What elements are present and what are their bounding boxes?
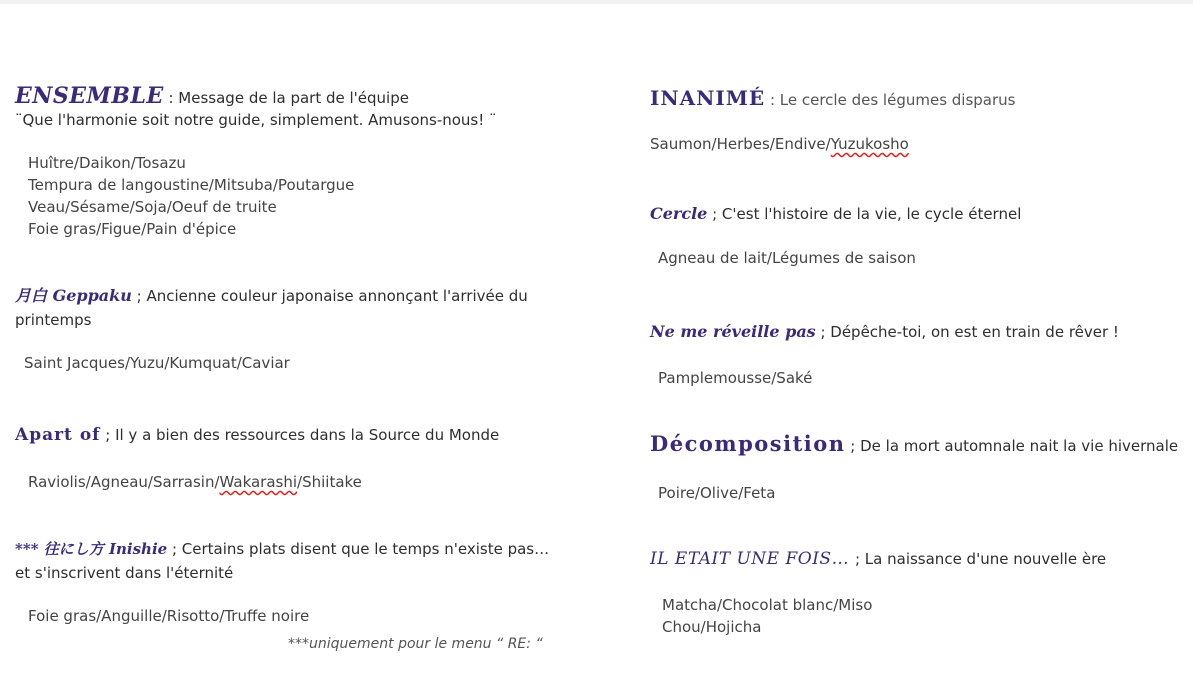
course-title: Décomposition: [650, 431, 846, 456]
course-il-etait-une-fois: [650, 547, 1193, 638]
course-inanime: [650, 86, 1193, 155]
dish-item: Foie gras/Anguille/Risotto/Truffe noire: [28, 607, 310, 625]
course-description: : Le cercle des légumes disparus: [765, 91, 1016, 109]
dish-item: Pamplemousse/Saké: [658, 369, 813, 387]
course-description: ; Ancienne couleur japonaise annonçant l'arrivée du printemps: [15, 287, 528, 329]
course-inishie: [15, 537, 565, 627]
dish-list: [15, 152, 575, 240]
course-description: ; Dépêche-toi, on est en train de rêver !: [815, 323, 1119, 341]
dish-item: Agneau de lait/Légumes de saison: [658, 249, 916, 267]
course-ensemble: [15, 84, 575, 240]
dish-list: [650, 594, 1193, 638]
course-description: ; De la mort automnale nait la vie hivernale: [845, 437, 1179, 455]
course-cercle: [650, 202, 1193, 269]
course-title: Cercle: [650, 204, 708, 223]
course-title: 月白 Geppaku: [15, 286, 132, 305]
course-description: : Message de la part de l'équipe: [163, 89, 409, 107]
course-heading: [15, 84, 575, 110]
misspelled-word: Wakarashi: [219, 473, 298, 491]
course-heading: [650, 86, 1193, 112]
dish-item: Huître/Daikon/Tosazu: [28, 154, 186, 172]
course-ne-me-reveille-pas: [650, 320, 1193, 389]
course-title: ENSEMBLE: [15, 83, 164, 109]
course-heading: [650, 432, 1193, 458]
course-decomposition: [650, 432, 1193, 504]
course-title: Ne me réveille pas: [650, 322, 816, 341]
top-border: [0, 0, 1193, 4]
course-apart-of: [15, 423, 575, 493]
dish-part: Saumon/Herbes/Endive/: [650, 135, 831, 153]
course-title: Apart of: [15, 425, 101, 445]
course-title: *** 往にし方 Inishie: [15, 540, 168, 558]
course-description: ; Certains plats disent que le temps n'existe pas… et s'inscrivent dans l'éternité: [15, 540, 550, 582]
misspelled-word: Yuzukosho: [830, 135, 909, 153]
course-description: ; La naissance d'une nouvelle ère: [854, 550, 1107, 568]
dish-item: Saint Jacques/Yuzu/Kumquat/Caviar: [24, 354, 290, 372]
dish-item: [15, 471, 575, 493]
course-description: ; Il y a bien des ressources dans la Source du Monde: [100, 426, 500, 444]
dish-item: Matcha/Chocolat blanc/Miso: [662, 596, 873, 614]
dish-item: Poire/Olive/Feta: [658, 484, 776, 502]
dish-item: Tempura de langoustine/Mitsuba/Poutargue: [28, 176, 355, 194]
course-heading: [650, 320, 1193, 344]
dish-part: /Shiitake: [297, 473, 362, 491]
dish-item: Chou/Hojicha: [662, 618, 762, 636]
dish-part: Raviolis/Agneau/Sarrasin/: [28, 473, 220, 491]
course-heading: [650, 202, 1193, 226]
course-heading: [650, 547, 1193, 571]
dish-item: Veau/Sésame/Soja/Oeuf de truite: [28, 198, 277, 216]
course-heading: [15, 423, 575, 447]
course-title: IL ETAIT UNE FOIS…: [650, 549, 855, 569]
dish-item: [650, 133, 1193, 155]
course-heading: [15, 284, 555, 332]
course-geppaku: [15, 284, 555, 374]
footnote: ***uniquement pour le menu “ RE: “: [288, 636, 543, 652]
course-heading: [15, 537, 565, 585]
dish-item: Foie gras/Figue/Pain d'épice: [28, 220, 237, 238]
course-title: INANIMÉ: [650, 86, 766, 110]
course-quote: ¨Que l'harmonie soit notre guide, simplement. Amusons-nous! ¨: [15, 111, 497, 129]
course-description: ; C'est l'histoire de la vie, le cycle éternel: [707, 205, 1022, 223]
